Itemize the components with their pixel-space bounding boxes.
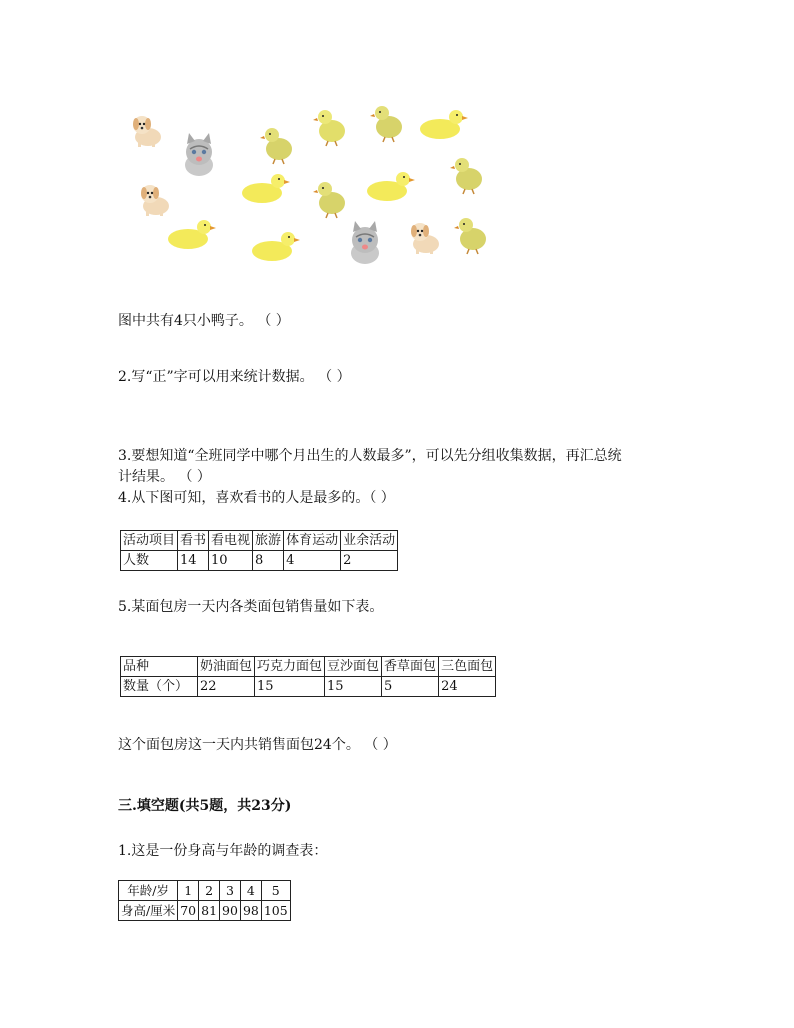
- chick-icon: [260, 123, 296, 165]
- table-cell: 看电视: [209, 531, 253, 551]
- question-5: 5.某面包房一天内各类面包销售量如下表。: [118, 599, 384, 615]
- table-cell: 15: [255, 677, 325, 697]
- table-cell: 业余活动: [341, 531, 398, 551]
- table-cell: 15: [325, 677, 382, 697]
- table-cell: 22: [198, 677, 255, 697]
- table-cell: 14: [178, 551, 209, 571]
- chick-icon: [454, 213, 490, 255]
- kitten-icon: [344, 221, 386, 265]
- section3-question-1: 1.这是一份身高与年龄的调查表：: [118, 843, 328, 859]
- table-cell: 4: [240, 881, 261, 901]
- kitten-icon: [178, 133, 220, 177]
- table-cell: 3: [220, 881, 241, 901]
- table-cell: 奶油面包: [198, 657, 255, 677]
- table-row: [119, 881, 291, 901]
- table-row: [121, 677, 496, 697]
- table-cell: 98: [240, 901, 261, 921]
- table-cell: 看书: [178, 531, 209, 551]
- puppy-icon: [404, 217, 444, 257]
- puppy-icon: [126, 110, 166, 150]
- height-age-table: [118, 880, 291, 921]
- question-2: 2.写“正”字可以用来统计数据。 （ ）: [118, 369, 351, 385]
- duckling-icon: [365, 169, 415, 203]
- activity-table: [120, 530, 398, 571]
- chick-icon: [370, 101, 406, 143]
- question-3-line1: 3.要想知道“全班同学中哪个月出生的人数最多”，可以先分组收集数据，再汇总统: [118, 448, 622, 464]
- table-cell: 豆沙面包: [325, 657, 382, 677]
- duckling-icon: [240, 171, 290, 205]
- animal-picture: [120, 95, 500, 275]
- table-cell: 1: [178, 881, 199, 901]
- question-3-line2: 计结果。 （ ）: [118, 469, 211, 485]
- table-cell: 70: [178, 901, 199, 921]
- table-cell: 81: [199, 901, 220, 921]
- table-cell: 品种: [121, 657, 198, 677]
- table-cell: 人数: [121, 551, 178, 571]
- puppy-icon: [134, 179, 174, 219]
- duckling-icon: [166, 217, 216, 251]
- table-row: [119, 901, 291, 921]
- question-5-followup: 这个面包房这一天内共销售面包24个。 （ ）: [118, 737, 397, 753]
- question-ducks: 图中共有4只小鸭子。 （ ）: [118, 313, 290, 329]
- table-cell: 2: [341, 551, 398, 571]
- table-cell: 4: [284, 551, 341, 571]
- table-cell: 年龄/岁: [119, 881, 178, 901]
- table-cell: 5: [261, 881, 290, 901]
- table-cell: 5: [382, 677, 439, 697]
- question-4: 4.从下图可知，喜欢看书的人是最多的。（ ）: [118, 490, 395, 506]
- table-cell: 巧克力面包: [255, 657, 325, 677]
- table-cell: 数量（个）: [121, 677, 198, 697]
- table-cell: 体育运动: [284, 531, 341, 551]
- bread-table: [120, 656, 496, 697]
- chick-icon: [450, 153, 486, 195]
- duckling-icon: [418, 107, 468, 141]
- table-cell: 8: [253, 551, 284, 571]
- table-cell: 身高/厘米: [119, 901, 178, 921]
- table-cell: 旅游: [253, 531, 284, 551]
- chick-icon: [313, 177, 349, 219]
- table-cell: 10: [209, 551, 253, 571]
- section-heading: 三.填空题(共5题，共23分): [118, 798, 292, 814]
- table-row: [121, 551, 398, 571]
- table-row: [121, 531, 398, 551]
- table-cell: 24: [439, 677, 496, 697]
- table-cell: 三色面包: [439, 657, 496, 677]
- table-cell: 2: [199, 881, 220, 901]
- table-cell: 活动项目: [121, 531, 178, 551]
- table-row: [121, 657, 496, 677]
- table-cell: 105: [261, 901, 290, 921]
- chick-icon: [313, 105, 349, 147]
- table-cell: 香草面包: [382, 657, 439, 677]
- duckling-icon: [250, 229, 300, 263]
- table-cell: 90: [220, 901, 241, 921]
